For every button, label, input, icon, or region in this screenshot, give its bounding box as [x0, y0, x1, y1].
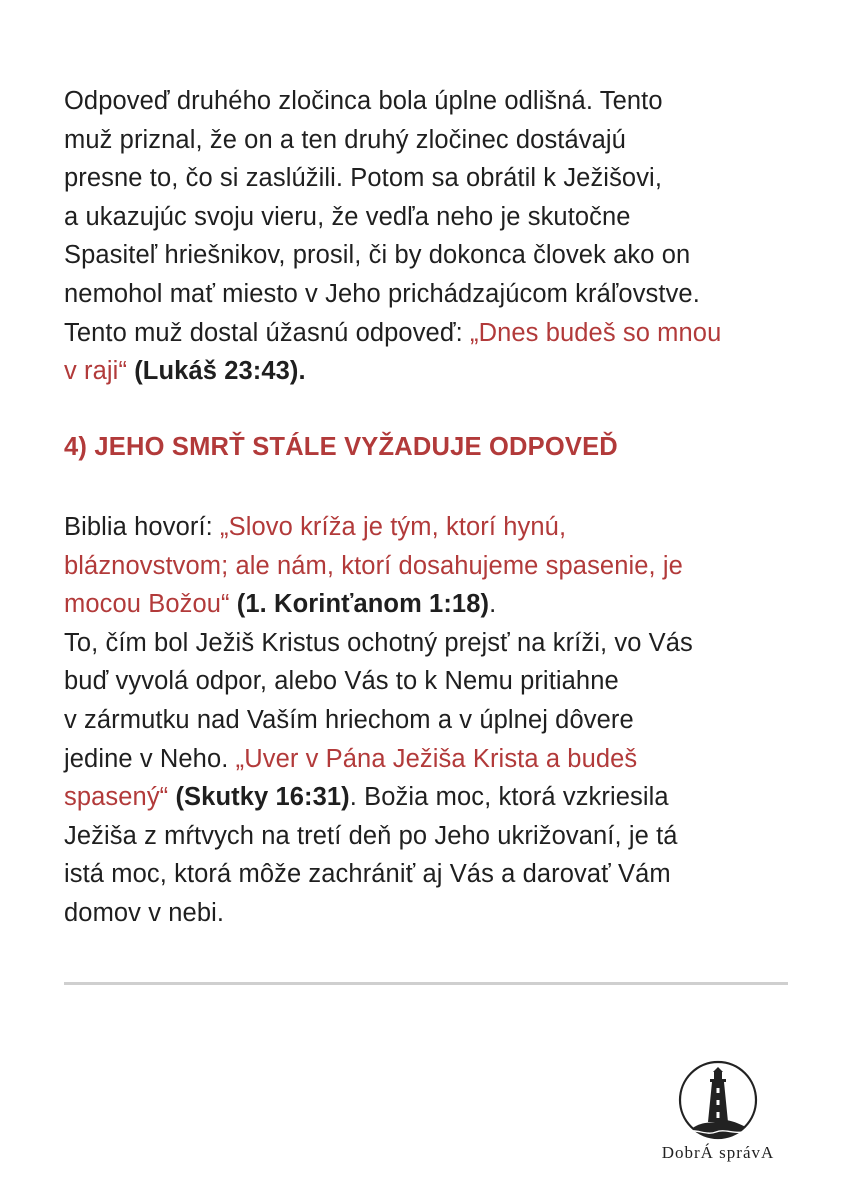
text-line: a ukazujúc svoju vieru, že vedľa neho je skutočne — [64, 202, 631, 231]
bible-reference: (Skutky 16:31) — [168, 783, 350, 812]
bible-quote: bláznovstvom; ale nám, ktorí dosahujeme spasenie, je — [64, 551, 683, 580]
text-line: muž priznal, že on a ten druhý zločinec dostávajú — [64, 125, 626, 154]
section-divider — [64, 982, 788, 985]
bible-quote: „Uver v Pána Ježiša Krista a budeš — [235, 744, 638, 773]
brand-name: DobrÁ správA — [661, 1143, 775, 1162]
text-segment: . — [489, 590, 497, 619]
text-segment: Tento muž dostal úžasnú odpoveď: — [64, 318, 470, 347]
text-line: nemohol mať miesto v Jeho prichádzajúcom kráľovstve. — [64, 279, 700, 308]
text-line — [64, 508, 693, 547]
text-line — [64, 314, 721, 353]
bible-reference: (1. Korinťanom 1:18) — [229, 590, 490, 619]
text-line: buď vyvolá odpor, alebo Vás to k Nemu pritiahne — [64, 667, 619, 696]
text-segment: . Božia moc, ktorá vzkriesila — [349, 783, 669, 812]
section-heading: 4) JEHO SMRŤ STÁLE VYŽADUJE ODPOVEĎ — [64, 433, 618, 461]
text-segment: Biblia hovorí: — [64, 513, 220, 541]
text-line: Odpoveď druhého zločinca bola úplne odlišná. Tento — [64, 87, 663, 115]
paragraph-death-requires-answer — [64, 508, 693, 933]
text-line: presne to, čo si zaslúžili. Potom sa obrátil k Ježišovi, — [64, 164, 663, 193]
text-line: To, čím bol Ježiš Kristus ochotný prejsť na kríži, vo Vás — [64, 628, 693, 657]
paragraph-criminal-answer — [64, 82, 721, 391]
text-line: istá moc, ktorá môže zachrániť aj Vás a darovať Vám — [64, 860, 671, 889]
bible-quote: v raji“ — [64, 357, 128, 386]
bible-quote: „Dnes budeš so mnou — [469, 318, 722, 347]
text-line: v zármutku nad Vaším hriechom a v úplnej dôvere — [64, 705, 634, 734]
lighthouse-icon — [668, 1058, 768, 1144]
bible-reference: (Lukáš 23:43). — [127, 357, 306, 386]
brand-logo — [644, 1058, 792, 1170]
text-line: Ježiša z mŕtvych na tretí deň po Jeho ukrižovaní, je tá — [64, 821, 678, 850]
text-line — [64, 778, 693, 817]
bible-quote: mocou Božou“ — [64, 590, 230, 619]
text-line: Spasiteľ hriešnikov, prosil, či by dokonca človek ako on — [64, 241, 691, 270]
text-line — [64, 585, 693, 624]
text-line — [64, 352, 721, 391]
bible-quote: „Slovo kríža je tým, ktorí hynú, — [220, 513, 567, 541]
text-segment: jedine v Neho. — [64, 744, 236, 773]
text-line: domov v nebi. — [64, 898, 225, 927]
text-line — [64, 740, 693, 779]
bible-quote: spasený“ — [64, 783, 169, 812]
